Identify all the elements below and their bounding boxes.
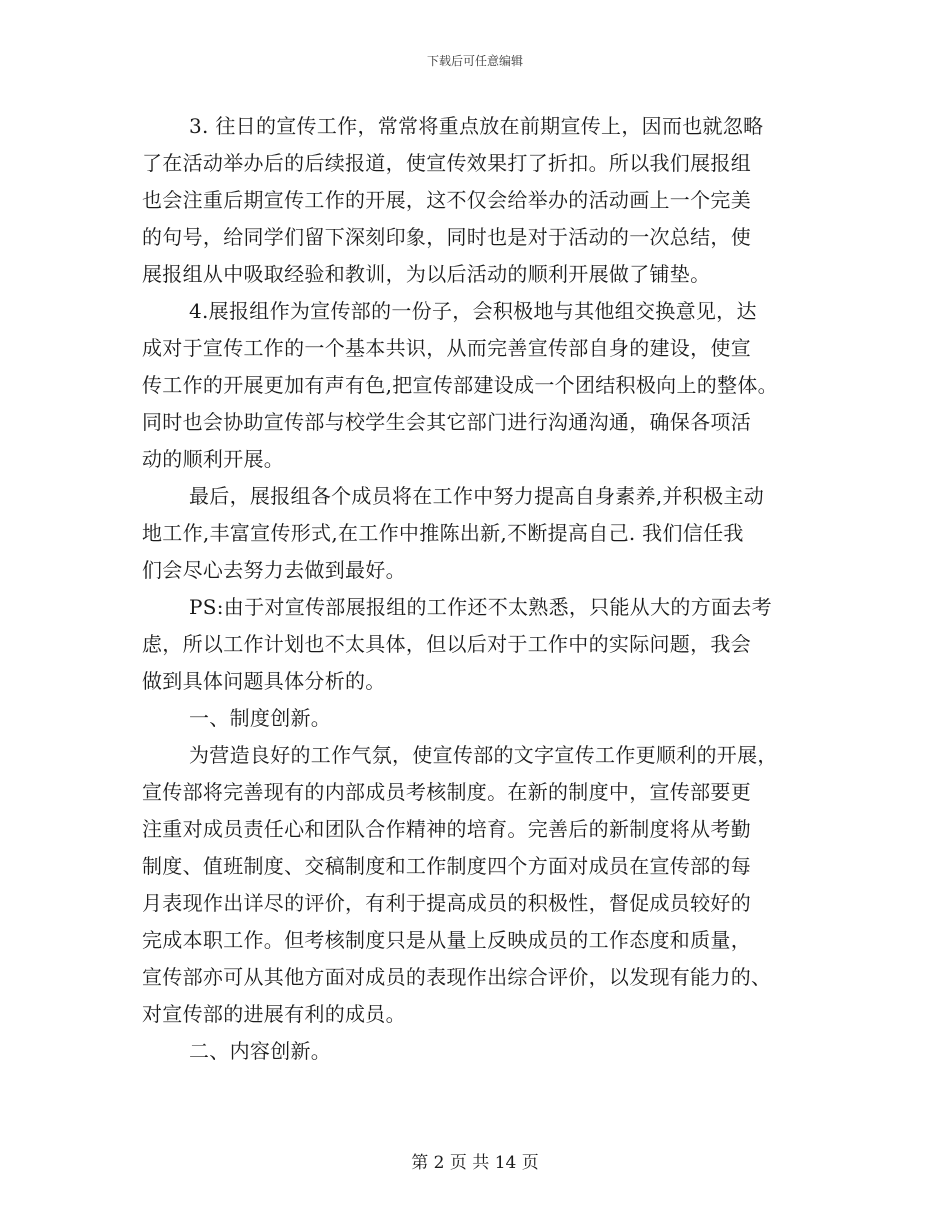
- text-line: 虑，所以工作计划也不太具体，但以后对于工作中的实际问题，我会: [142, 632, 751, 656]
- text-line: 同时也会协助宣传部与校学生会其它部门进行沟通沟通，确保各项活: [142, 410, 751, 434]
- text-line: 也会注重后期宣传工作的开展，这不仅会给举办的活动画上一个完美: [142, 188, 751, 212]
- section-heading: 二、内容创新。: [189, 1039, 332, 1063]
- text-line: 为营造良好的工作气氛，使宣传部的文字宣传工作更顺利的开展，: [189, 743, 778, 767]
- section-heading: 一、制度创新。: [189, 706, 332, 730]
- document-body: [142, 108, 812, 1070]
- text-line: PS:由于对宣传部展报组的工作还不太熟悉，只能从大的方面去考: [189, 595, 772, 619]
- text-line: 了在活动举办后的后续报道，使宣传效果打了折扣。所以我们展报组: [142, 151, 751, 175]
- text-line: 对宣传部的进展有利的成员。: [142, 1002, 406, 1026]
- text-line: 展报组从中吸取经验和教训，为以后活动的顺利开展做了铺垫。: [142, 262, 711, 286]
- text-line: 的句号，给同学们留下深刻印象，同时也是对于活动的一次总结，使: [142, 225, 751, 249]
- text-line: 注重对成员责任心和团队合作精神的培育。完善后的新制度将从考勤: [142, 817, 751, 841]
- text-line: 传工作的开展更加有声有色,把宣传部建设成一个团结积极向上的整体。: [142, 373, 778, 397]
- text-line: 最后，展报组各个成员将在工作中努力提高自身素养,并积极主动: [189, 484, 765, 508]
- text-line: 制度、值班制度、交稿制度和工作制度四个方面对成员在宣传部的每: [142, 854, 751, 878]
- text-line: 月表现作出详尽的评价，有利于提高成员的积极性，督促成员较好的: [142, 891, 751, 915]
- text-line: 3. 往日的宣传工作，常常将重点放在前期宣传上，因而也就忽略: [189, 114, 764, 138]
- text-line: 们会尽心去努力去做到最好。: [142, 558, 406, 582]
- text-line: 动的顺利开展。: [142, 447, 285, 471]
- text-line: 4.展报组作为宣传部的一份子，会积极地与其他组交换意见，达: [189, 299, 757, 323]
- text-line: 地工作,丰富宣传形式,在工作中推陈出新,不断提高自己. 我们信任我: [142, 521, 744, 545]
- text-line: 做到具体问题具体分析的。: [142, 669, 386, 693]
- text-line: 完成本职工作。但考核制度只是从量上反映成员的工作态度和质量，: [142, 928, 751, 952]
- page-header: 下载后可任意编辑: [426, 54, 523, 68]
- text-line: 宣传部将完善现有的内部成员考核制度。在新的制度中，宣传部要更: [142, 780, 751, 804]
- text-line: 成对于宣传工作的一个基本共识，从而完善宣传部自身的建设，使宣: [142, 336, 751, 360]
- page-number: 第 2 页 共 14 页: [411, 1153, 539, 1173]
- text-line: 宣传部亦可从其他方面对成员的表现作出综合评价，以发现有能力的、: [142, 965, 772, 989]
